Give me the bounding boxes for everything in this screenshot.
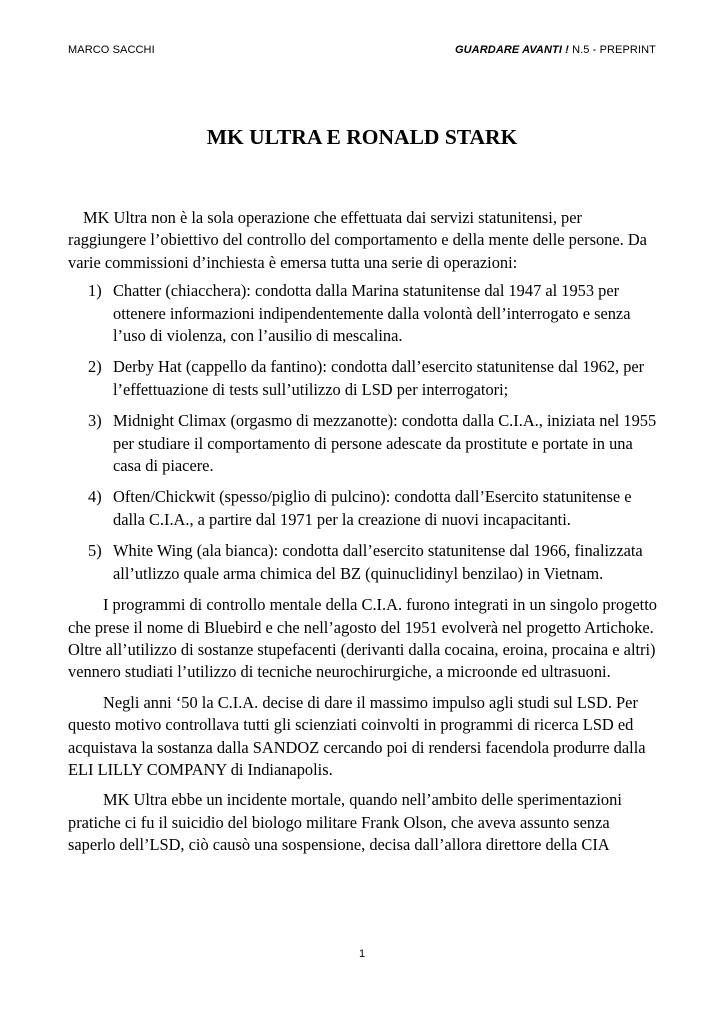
- list-item: [68, 540, 658, 585]
- author-name: MARCO SACCHI: [68, 44, 155, 56]
- document-title: MK ULTRA E RONALD STARK: [206, 125, 518, 149]
- list-text: White Wing (ala bianca): condotta dall’esercito statunitense dal 1966, finalizzata all’utlizzo quale arma chimica del BZ (quinuclidinyl benzilao) in Vietnam.: [113, 541, 643, 583]
- body-paragraph: MK Ultra ebbe un incidente mortale, quando nell’ambito delle sperimentazioni pratiche ci fu il suicidio del biologo militare Frank Olson, che aveva assunto senza saperlo dell’LSD, ciò causò una sospensione, decisa dall’allora direttore della CIA: [68, 790, 622, 855]
- operations-list: [68, 280, 658, 585]
- list-text: Midnight Climax (orgasmo di mezzanotte): condotta dalla C.I.A., iniziata nel 1955 per studiare il comportamento di persone adescate da prostitute e portate in una casa di piacere.: [113, 411, 657, 476]
- list-text: Often/Chickwit (spesso/piglio di pulcino): condotta dall’Esercito statunitense e dalla C.I.A., a partire dal 1971 per la creazione di nuovi incapacitanti.: [113, 487, 632, 529]
- list-number: 1): [88, 281, 102, 301]
- body-paragraph: I programmi di controllo mentale della C.I.A. furono integrati in un singolo progetto che prese il nome di Bluebird e che nell’agosto del 1951 evolverà nel progetto Artichoke. Oltre all’utilizzo di sostanze stupefacenti (derivanti dalla cocaina, eroina, procaina e altri) vennero studiati l’utilizzo di tecniche neurochirurgiche, a microonde ed ultrasuoni.: [68, 595, 657, 682]
- list-number: 4): [88, 487, 102, 507]
- list-item: [68, 356, 658, 401]
- list-item: [68, 410, 658, 477]
- list-number: 2): [88, 357, 102, 377]
- publication-info: [455, 44, 656, 56]
- publication-title: GUARDARE AVANTI !: [454, 44, 569, 56]
- list-number: 3): [88, 411, 102, 431]
- body-paragraph: Negli anni ‘50 la C.I.A. decise di dare il massimo impulso agli studi sul LSD. Per questo motivo controllava tutti gli scienziati coinvolti in programmi di ricerca LSD ed acquistava la sostanza dalla SANDOZ cercando poi di rendersi facendola produrre dalla ELI LILLY COMPANY di Indianapolis.: [68, 692, 646, 779]
- intro-paragraph: MK Ultra non è la sola operazione che effettuata dai servizi statunitensi, per raggiungere l’obiettivo del controllo del comportamento e della mente delle persone. Da varie commissioni d’inchiesta è emersa tutta una serie di operazioni:: [68, 208, 647, 272]
- page-header: [68, 44, 656, 56]
- list-item: [68, 486, 658, 531]
- document-body: [68, 207, 658, 857]
- list-item: [68, 280, 658, 347]
- list-text: Chatter (chiacchera): condotta dalla Marina statunitense dal 1947 al 1953 per ottenere informazioni indipendentemente dalla volontà dell’interrogato e senza l’uso di violenza, con l’ausilio di mescalina.: [113, 281, 631, 346]
- page-number: 1: [358, 948, 366, 960]
- list-text: Derby Hat (cappello da fantino): condotta dall’esercito statunitense dal 1962, per l’effettuazione di tests sull’utilizzo di LSD per interrogatori;: [113, 357, 645, 399]
- list-number: 5): [88, 541, 102, 561]
- issue-label: N.5 - PREPRINT: [568, 44, 656, 56]
